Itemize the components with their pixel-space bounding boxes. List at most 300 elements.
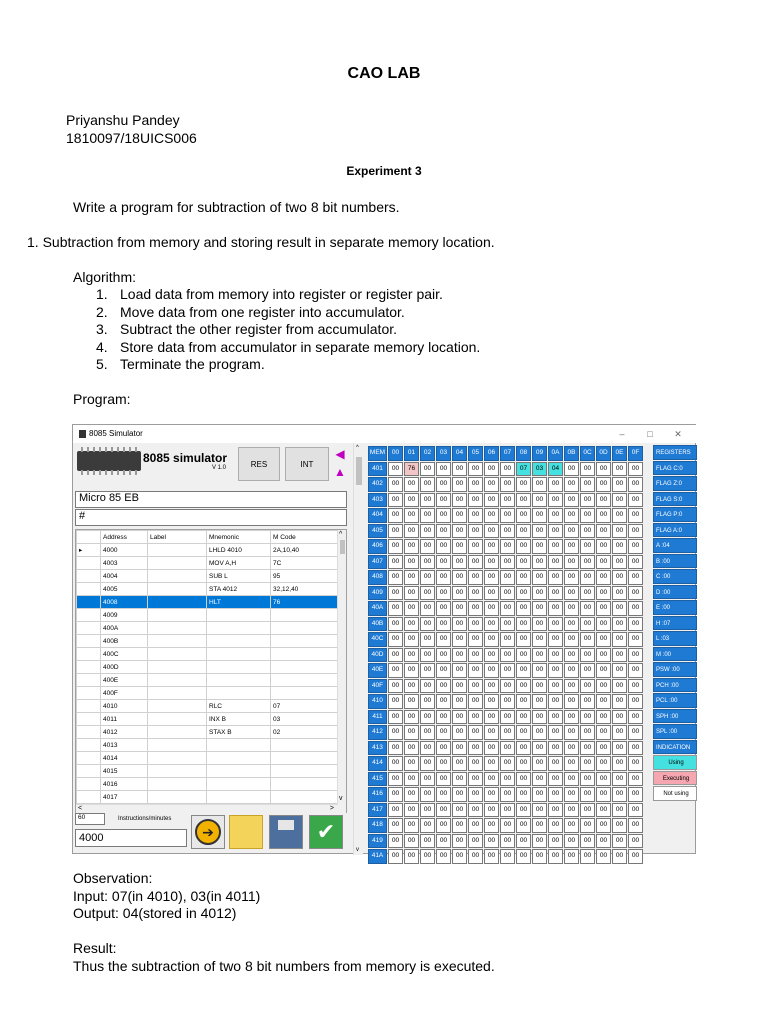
memory-cell[interactable]: 00 <box>564 694 579 709</box>
cell-mcode[interactable]: 2A,10,40 <box>271 544 339 557</box>
memory-cell[interactable]: 00 <box>500 570 515 585</box>
memory-cell[interactable]: 00 <box>580 803 595 818</box>
cell-marker[interactable] <box>77 661 101 674</box>
table-row[interactable] <box>77 583 339 596</box>
memory-cell[interactable]: 00 <box>420 663 435 678</box>
memory-cell[interactable]: 00 <box>404 524 419 539</box>
cell-address[interactable]: 400C <box>101 648 148 661</box>
memory-cell[interactable]: 00 <box>468 849 483 864</box>
cell-address[interactable]: 4014 <box>101 752 148 765</box>
cell-mcode[interactable]: 76 <box>271 596 339 609</box>
memory-cell[interactable]: 00 <box>596 555 611 570</box>
memory-cell[interactable]: 00 <box>596 539 611 554</box>
memory-cell[interactable]: 00 <box>436 849 451 864</box>
memory-cell[interactable]: 00 <box>532 756 547 771</box>
memory-cell[interactable]: 00 <box>612 679 627 694</box>
cell-mcode[interactable] <box>271 622 339 635</box>
memory-cell[interactable]: 00 <box>564 834 579 849</box>
memory-cell[interactable]: 00 <box>468 477 483 492</box>
memory-cell[interactable]: 00 <box>564 849 579 864</box>
memory-cell[interactable]: 00 <box>612 462 627 477</box>
cell-mcode[interactable]: 7C <box>271 557 339 570</box>
memory-cell[interactable]: 00 <box>420 601 435 616</box>
memory-cell[interactable]: 00 <box>388 617 403 632</box>
memory-cell[interactable]: 00 <box>404 663 419 678</box>
memory-cell[interactable]: 00 <box>452 725 467 740</box>
memory-cell[interactable]: 00 <box>580 679 595 694</box>
memory-cell[interactable]: 00 <box>580 787 595 802</box>
memory-cell[interactable]: 00 <box>564 818 579 833</box>
memory-cell[interactable]: 00 <box>548 601 563 616</box>
memory-cell[interactable]: 00 <box>628 648 643 663</box>
memory-cell[interactable]: 00 <box>516 772 531 787</box>
memory-cell[interactable]: 00 <box>468 818 483 833</box>
memory-cell[interactable]: 00 <box>452 524 467 539</box>
memory-cell[interactable]: 00 <box>596 803 611 818</box>
memory-cell[interactable]: 00 <box>628 601 643 616</box>
cell-label[interactable] <box>148 661 207 674</box>
cell-mcode[interactable]: 02 <box>271 726 339 739</box>
memory-cell[interactable]: 00 <box>628 477 643 492</box>
memory-cell[interactable]: 00 <box>388 632 403 647</box>
memory-cell[interactable]: 00 <box>596 756 611 771</box>
scroll-left-icon[interactable]: < <box>78 805 83 812</box>
memory-cell[interactable]: 00 <box>436 477 451 492</box>
memory-cell[interactable]: 00 <box>404 508 419 523</box>
memory-cell[interactable]: 00 <box>596 648 611 663</box>
memory-cell[interactable]: 00 <box>468 570 483 585</box>
cell-mcode[interactable] <box>271 791 339 804</box>
memory-cell[interactable]: 00 <box>404 756 419 771</box>
memory-cell[interactable]: 00 <box>420 741 435 756</box>
memory-cell[interactable]: 00 <box>484 477 499 492</box>
memory-cell[interactable]: 00 <box>452 756 467 771</box>
cell-marker[interactable] <box>77 609 101 622</box>
memory-cell[interactable]: 00 <box>452 477 467 492</box>
memory-cell[interactable]: 00 <box>484 648 499 663</box>
memory-cell[interactable]: 00 <box>436 787 451 802</box>
memory-cell[interactable]: 00 <box>388 477 403 492</box>
memory-cell[interactable]: 00 <box>388 694 403 709</box>
cell-address[interactable]: 4017 <box>101 791 148 804</box>
table-row[interactable] <box>77 739 339 752</box>
memory-cell[interactable]: 00 <box>516 586 531 601</box>
cell-label[interactable] <box>148 544 207 557</box>
memory-cell[interactable]: 00 <box>484 617 499 632</box>
memory-cell[interactable]: 00 <box>388 725 403 740</box>
memory-cell[interactable]: 00 <box>580 555 595 570</box>
memory-cell[interactable]: 00 <box>500 617 515 632</box>
memory-cell[interactable]: 00 <box>580 601 595 616</box>
cell-mcode[interactable] <box>271 635 339 648</box>
memory-cell[interactable]: 00 <box>420 477 435 492</box>
cell-mcode[interactable]: 07 <box>271 700 339 713</box>
cell-address[interactable]: 4015 <box>101 765 148 778</box>
memory-cell[interactable]: 00 <box>564 601 579 616</box>
memory-cell[interactable]: 00 <box>436 803 451 818</box>
memory-cell[interactable]: 00 <box>436 632 451 647</box>
memory-cell[interactable]: 00 <box>580 493 595 508</box>
cell-mnemonic[interactable]: SUB L <box>207 570 271 583</box>
table-row[interactable] <box>77 765 339 778</box>
memory-cell[interactable]: 00 <box>404 586 419 601</box>
memory-cell[interactable]: 00 <box>612 508 627 523</box>
memory-cell[interactable]: 00 <box>596 849 611 864</box>
cell-mnemonic[interactable]: STAX B <box>207 726 271 739</box>
memory-cell[interactable]: 00 <box>564 570 579 585</box>
memory-cell[interactable]: 00 <box>516 508 531 523</box>
memory-cell[interactable]: 00 <box>580 849 595 864</box>
cell-label[interactable] <box>148 570 207 583</box>
memory-cell[interactable]: 00 <box>404 694 419 709</box>
memory-cell[interactable]: 00 <box>548 694 563 709</box>
memory-cell[interactable]: 00 <box>532 679 547 694</box>
memory-cell[interactable]: 00 <box>628 663 643 678</box>
memory-cell[interactable]: 00 <box>436 710 451 725</box>
memory-cell[interactable]: 00 <box>484 803 499 818</box>
memory-cell[interactable]: 00 <box>468 462 483 477</box>
memory-cell[interactable]: 00 <box>516 663 531 678</box>
memory-cell[interactable]: 00 <box>548 756 563 771</box>
memory-cell[interactable]: 00 <box>436 508 451 523</box>
memory-cell[interactable]: 00 <box>548 787 563 802</box>
memory-cell[interactable]: 00 <box>404 539 419 554</box>
memory-cell[interactable]: 00 <box>532 524 547 539</box>
memory-cell[interactable]: 00 <box>628 725 643 740</box>
memory-cell[interactable]: 00 <box>532 725 547 740</box>
memory-cell[interactable]: 00 <box>532 586 547 601</box>
cell-mnemonic[interactable] <box>207 609 271 622</box>
memory-cell[interactable]: 00 <box>404 725 419 740</box>
cell-mnemonic[interactable] <box>207 635 271 648</box>
cell-marker[interactable] <box>77 635 101 648</box>
cell-mcode[interactable]: 32,12,40 <box>271 583 339 596</box>
memory-cell[interactable]: 00 <box>516 555 531 570</box>
memory-cell[interactable]: 00 <box>532 555 547 570</box>
memory-cell[interactable]: 00 <box>564 710 579 725</box>
memory-cell[interactable]: 00 <box>388 555 403 570</box>
memory-cell[interactable]: 00 <box>612 818 627 833</box>
memory-cell[interactable]: 00 <box>548 772 563 787</box>
memory-cell[interactable]: 00 <box>436 694 451 709</box>
memory-cell[interactable]: 00 <box>500 787 515 802</box>
memory-cell[interactable]: 00 <box>420 679 435 694</box>
cell-marker[interactable] <box>77 583 101 596</box>
memory-cell[interactable]: 00 <box>436 462 451 477</box>
memory-cell[interactable]: 00 <box>612 741 627 756</box>
minimize-button[interactable]: – <box>619 429 625 439</box>
memory-cell[interactable]: 00 <box>532 694 547 709</box>
memory-cell[interactable]: 00 <box>548 632 563 647</box>
reset-button[interactable]: RES <box>238 447 280 481</box>
memory-cell[interactable]: 00 <box>500 663 515 678</box>
cell-mnemonic[interactable]: HLT <box>207 596 271 609</box>
cell-mnemonic[interactable]: LHLD 4010 <box>207 544 271 557</box>
memory-cell[interactable]: 00 <box>548 508 563 523</box>
memory-cell[interactable]: 00 <box>612 787 627 802</box>
cell-mcode[interactable] <box>271 674 339 687</box>
memory-cell[interactable]: 00 <box>404 632 419 647</box>
memory-cell[interactable]: 00 <box>596 694 611 709</box>
cell-marker[interactable] <box>77 700 101 713</box>
memory-cell[interactable]: 00 <box>564 632 579 647</box>
memory-cell[interactable]: 00 <box>532 849 547 864</box>
cell-address[interactable]: 4011 <box>101 713 148 726</box>
memory-cell[interactable]: 00 <box>452 601 467 616</box>
memory-cell[interactable]: 00 <box>628 787 643 802</box>
memory-cell[interactable]: 00 <box>612 725 627 740</box>
memory-cell[interactable]: 00 <box>532 710 547 725</box>
scroll-down-icon[interactable]: v <box>339 795 343 802</box>
memory-cell[interactable]: 00 <box>436 570 451 585</box>
memory-cell[interactable]: 00 <box>468 555 483 570</box>
memory-cell[interactable]: 00 <box>388 834 403 849</box>
memory-cell[interactable]: 00 <box>500 555 515 570</box>
memory-cell[interactable]: 00 <box>612 524 627 539</box>
memory-cell[interactable]: 00 <box>404 477 419 492</box>
memory-cell[interactable]: 00 <box>420 524 435 539</box>
memory-cell[interactable]: 00 <box>532 803 547 818</box>
cell-marker[interactable]: ▸ <box>77 544 101 557</box>
memory-cell[interactable]: 00 <box>484 849 499 864</box>
memory-cell[interactable]: 00 <box>500 524 515 539</box>
cell-mnemonic[interactable] <box>207 622 271 635</box>
memory-cell[interactable]: 00 <box>436 524 451 539</box>
memory-cell[interactable]: 00 <box>580 570 595 585</box>
cell-mnemonic[interactable] <box>207 791 271 804</box>
memory-cell[interactable]: 00 <box>436 539 451 554</box>
cell-marker[interactable] <box>77 713 101 726</box>
memory-cell[interactable]: 00 <box>452 772 467 787</box>
cell-marker[interactable] <box>77 752 101 765</box>
memory-cell[interactable]: 00 <box>628 834 643 849</box>
memory-cell[interactable]: 00 <box>484 539 499 554</box>
memory-cell[interactable]: 00 <box>452 508 467 523</box>
memory-cell[interactable]: 00 <box>628 741 643 756</box>
cell-marker[interactable] <box>77 726 101 739</box>
machine-name-field[interactable]: Micro 85 EB <box>75 491 347 508</box>
memory-cell[interactable]: 00 <box>612 849 627 864</box>
memory-cell[interactable]: 00 <box>452 834 467 849</box>
memory-cell[interactable]: 00 <box>404 803 419 818</box>
table-row[interactable] <box>77 557 339 570</box>
memory-cell[interactable]: 00 <box>612 663 627 678</box>
memory-cell[interactable]: 00 <box>436 663 451 678</box>
memory-cell[interactable]: 00 <box>500 632 515 647</box>
memory-cell[interactable]: 00 <box>436 617 451 632</box>
cell-mnemonic[interactable]: RLC <box>207 700 271 713</box>
memory-cell[interactable]: 00 <box>468 539 483 554</box>
memory-cell[interactable]: 00 <box>532 601 547 616</box>
memory-cell[interactable]: 00 <box>500 493 515 508</box>
memory-cell[interactable]: 00 <box>612 772 627 787</box>
memory-cell[interactable]: 00 <box>628 632 643 647</box>
cell-marker[interactable] <box>77 739 101 752</box>
memory-cell[interactable]: 00 <box>452 570 467 585</box>
memory-cell[interactable]: 00 <box>532 648 547 663</box>
memory-cell[interactable]: 00 <box>468 725 483 740</box>
cell-label[interactable] <box>148 674 207 687</box>
memory-cell[interactable]: 00 <box>548 663 563 678</box>
memory-cell[interactable]: 07 <box>516 462 531 477</box>
scroll-down-icon[interactable]: v <box>356 847 359 853</box>
cell-mnemonic[interactable] <box>207 765 271 778</box>
memory-cell[interactable]: 00 <box>564 586 579 601</box>
speed-spinner[interactable]: 60 <box>75 813 105 825</box>
memory-cell[interactable]: 00 <box>388 539 403 554</box>
memory-cell[interactable]: 00 <box>500 849 515 864</box>
column-header[interactable]: Mnemonic <box>207 531 271 544</box>
memory-cell[interactable]: 00 <box>468 617 483 632</box>
execute-button[interactable]: ✔ <box>309 815 343 849</box>
address-input[interactable]: 4000 <box>75 829 187 847</box>
memory-cell[interactable]: 00 <box>484 787 499 802</box>
memory-cell[interactable]: 00 <box>564 477 579 492</box>
memory-cell[interactable]: 00 <box>404 849 419 864</box>
memory-cell[interactable]: 00 <box>516 679 531 694</box>
memory-cell[interactable]: 00 <box>548 477 563 492</box>
memory-cell[interactable]: 00 <box>404 493 419 508</box>
memory-cell[interactable]: 00 <box>500 725 515 740</box>
memory-cell[interactable]: 00 <box>596 570 611 585</box>
table-row[interactable] <box>77 570 339 583</box>
memory-cell[interactable]: 00 <box>452 539 467 554</box>
cell-address[interactable]: 400F <box>101 687 148 700</box>
cell-label[interactable] <box>148 622 207 635</box>
memory-cell[interactable]: 00 <box>452 787 467 802</box>
cell-label[interactable] <box>148 687 207 700</box>
memory-cell[interactable]: 00 <box>612 477 627 492</box>
memory-cell[interactable]: 00 <box>516 849 531 864</box>
table-row[interactable] <box>77 752 339 765</box>
memory-cell[interactable]: 00 <box>452 493 467 508</box>
memory-cell[interactable]: 00 <box>628 524 643 539</box>
cell-mnemonic[interactable] <box>207 648 271 661</box>
memory-cell[interactable]: 00 <box>404 787 419 802</box>
memory-cell[interactable]: 00 <box>628 694 643 709</box>
memory-cell[interactable]: 00 <box>436 725 451 740</box>
memory-cell[interactable]: 00 <box>500 818 515 833</box>
arrow-up-icon[interactable]: ◀ <box>335 447 345 461</box>
memory-cell[interactable]: 00 <box>596 787 611 802</box>
memory-cell[interactable]: 00 <box>548 555 563 570</box>
cell-mnemonic[interactable]: STA 4012 <box>207 583 271 596</box>
table-row[interactable] <box>77 726 339 739</box>
memory-cell[interactable]: 00 <box>532 632 547 647</box>
table-row[interactable] <box>77 687 339 700</box>
memory-cell[interactable]: 00 <box>564 756 579 771</box>
memory-cell[interactable]: 00 <box>628 803 643 818</box>
cell-mcode[interactable] <box>271 778 339 791</box>
memory-cell[interactable]: 00 <box>548 524 563 539</box>
memory-cell[interactable]: 00 <box>532 570 547 585</box>
memory-cell[interactable]: 00 <box>516 477 531 492</box>
table-row[interactable] <box>77 674 339 687</box>
memory-cell[interactable]: 00 <box>564 741 579 756</box>
memory-cell[interactable]: 00 <box>420 539 435 554</box>
cell-address[interactable]: 4016 <box>101 778 148 791</box>
memory-cell[interactable]: 00 <box>420 632 435 647</box>
memory-cell[interactable]: 00 <box>580 710 595 725</box>
memory-cell[interactable]: 76 <box>404 462 419 477</box>
memory-cell[interactable]: 00 <box>596 632 611 647</box>
memory-cell[interactable]: 00 <box>468 787 483 802</box>
memory-cell[interactable]: 00 <box>516 803 531 818</box>
memory-cell[interactable]: 00 <box>612 601 627 616</box>
memory-cell[interactable]: 00 <box>516 632 531 647</box>
memory-cell[interactable]: 00 <box>596 586 611 601</box>
memory-cell[interactable]: 00 <box>468 756 483 771</box>
memory-cell[interactable]: 00 <box>548 648 563 663</box>
memory-cell[interactable]: 00 <box>564 508 579 523</box>
memory-cell[interactable]: 00 <box>628 756 643 771</box>
memory-cell[interactable]: 00 <box>580 539 595 554</box>
memory-cell[interactable]: 00 <box>436 555 451 570</box>
memory-cell[interactable]: 00 <box>452 679 467 694</box>
memory-cell[interactable]: 00 <box>516 524 531 539</box>
memory-cell[interactable]: 00 <box>404 555 419 570</box>
scroll-thumb[interactable] <box>340 540 345 554</box>
memory-cell[interactable]: 00 <box>612 539 627 554</box>
memory-cell[interactable]: 00 <box>596 477 611 492</box>
memory-cell[interactable]: 00 <box>580 508 595 523</box>
memory-cell[interactable]: 00 <box>484 772 499 787</box>
column-header[interactable]: Label <box>148 531 207 544</box>
memory-cell[interactable]: 00 <box>532 834 547 849</box>
memory-cell[interactable]: 00 <box>548 803 563 818</box>
cell-address[interactable]: 400A <box>101 622 148 635</box>
memory-cell[interactable]: 00 <box>580 462 595 477</box>
memory-cell[interactable]: 00 <box>452 462 467 477</box>
memory-cell[interactable]: 00 <box>500 477 515 492</box>
memory-cell[interactable]: 00 <box>404 570 419 585</box>
memory-cell[interactable]: 00 <box>628 679 643 694</box>
memory-cell[interactable]: 00 <box>484 663 499 678</box>
memory-cell[interactable]: 00 <box>436 834 451 849</box>
memory-cell[interactable]: 00 <box>420 462 435 477</box>
memory-cell[interactable]: 00 <box>532 539 547 554</box>
cell-mnemonic[interactable] <box>207 674 271 687</box>
memory-cell[interactable]: 00 <box>580 818 595 833</box>
memory-cell[interactable]: 00 <box>388 710 403 725</box>
memory-cell[interactable]: 00 <box>548 834 563 849</box>
memory-cell[interactable]: 00 <box>388 663 403 678</box>
memory-cell[interactable]: 00 <box>580 694 595 709</box>
cell-mcode[interactable] <box>271 609 339 622</box>
cell-mcode[interactable] <box>271 739 339 752</box>
cell-mcode[interactable] <box>271 765 339 778</box>
memory-cell[interactable]: 00 <box>468 803 483 818</box>
memory-cell[interactable]: 00 <box>404 741 419 756</box>
memory-cell[interactable]: 00 <box>420 493 435 508</box>
memory-cell[interactable]: 00 <box>388 679 403 694</box>
memory-cell[interactable]: 00 <box>532 493 547 508</box>
memory-cell[interactable]: 00 <box>404 818 419 833</box>
memory-cell[interactable]: 00 <box>548 586 563 601</box>
memory-cell[interactable]: 00 <box>468 679 483 694</box>
cell-label[interactable] <box>148 791 207 804</box>
memory-cell[interactable]: 00 <box>548 818 563 833</box>
cell-marker[interactable] <box>77 648 101 661</box>
memory-cell[interactable]: 03 <box>532 462 547 477</box>
memory-cell[interactable]: 00 <box>612 803 627 818</box>
memory-cell[interactable]: 00 <box>596 710 611 725</box>
close-button[interactable]: ✕ <box>674 429 682 439</box>
memory-cell[interactable]: 00 <box>484 555 499 570</box>
memory-cell[interactable]: 00 <box>580 648 595 663</box>
memory-cell[interactable]: 00 <box>452 818 467 833</box>
memory-cell[interactable]: 00 <box>532 818 547 833</box>
